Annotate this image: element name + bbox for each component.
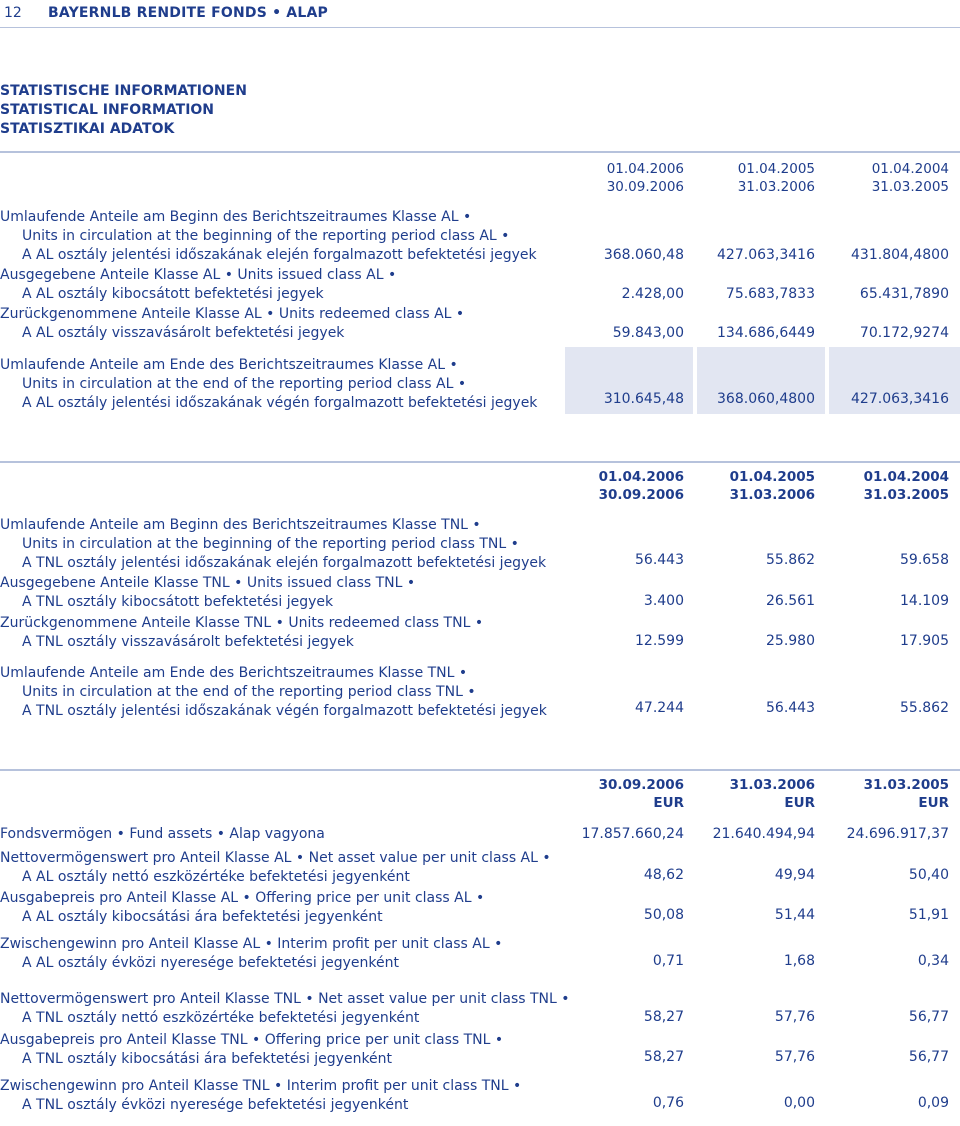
table-tnl-row-1-col2: 55.862 bbox=[766, 552, 815, 568]
table-assets-row-1-col3: 24.696.917,37 bbox=[846, 826, 949, 842]
table-al-row-2-label: Ausgegebene Anteile Klasse AL • Units issued class AL • A AL osztály kibocsátott befektetési jegyek bbox=[0, 267, 397, 302]
table-assets-row-1-col1: 17.857.660,24 bbox=[581, 826, 684, 842]
table-assets-row-4-col3: 0,34 bbox=[917, 953, 949, 969]
section-title bbox=[0, 82, 247, 139]
table-al-row-3-col2: 134.686,6449 bbox=[717, 325, 815, 341]
table-assets-row-7-col2: 0,00 bbox=[783, 1095, 815, 1111]
table-al-row-4-col2: 368.060,4800 bbox=[717, 391, 815, 407]
table-tnl-row-2-col1: 3.400 bbox=[643, 593, 684, 609]
table-tnl-row-3-col2: 25.980 bbox=[766, 633, 815, 649]
table-assets-row-1-col2: 21.640.494,94 bbox=[712, 826, 815, 842]
section-title-de: STATISTISCHE INFORMATIONEN bbox=[0, 83, 247, 99]
table-assets-row-2-col2: 49,94 bbox=[774, 867, 815, 883]
table-al-row-3-label: Zurückgenommene Anteile Klasse AL • Units redeemed class AL • A AL osztály visszavásárolt befektetési jegyek bbox=[0, 306, 465, 341]
table-assets-row-3-label: Ausgabepreis pro Anteil Klasse AL • Offering price per unit class AL • A AL osztály kibocsátási ára befektetési jegyenként bbox=[0, 890, 485, 925]
table-tnl-row-3-col1: 12.599 bbox=[635, 633, 684, 649]
table-assets-row-4-col2: 1,68 bbox=[783, 953, 815, 969]
table-al-row-4-col1: 310.645,48 bbox=[603, 391, 684, 407]
page-header bbox=[0, 0, 960, 28]
table-assets-top-rule bbox=[0, 769, 960, 771]
table-assets-row-2-col1: 48,62 bbox=[643, 867, 684, 883]
table-assets-col1-header: 30.09.2006 EUR bbox=[598, 777, 684, 811]
table-assets-row-6-col3: 56,77 bbox=[908, 1049, 949, 1065]
table-tnl-row-4-label: Umlaufende Anteile am Ende des Berichtszeitraumes Klasse TNL • Units in circulation at the end of the reporting period class TNL • A TNL osztály jelentési időszakának végén forgalmazott befektetési jegyek bbox=[0, 665, 547, 719]
table-al-row-4-col3: 427.063,3416 bbox=[851, 391, 949, 407]
table-assets-row-5-col2: 57,76 bbox=[774, 1009, 815, 1025]
table-assets-row-4-label: Zwischengewinn pro Anteil Klasse AL • Interim profit per unit class AL • A AL osztály évközi nyeresége befektetési jegyenként bbox=[0, 936, 503, 971]
table-assets-row-6-col2: 57,76 bbox=[774, 1049, 815, 1065]
table-tnl-row-2-col3: 14.109 bbox=[900, 593, 949, 609]
table-assets-row-1-label: Fondsvermögen • Fund assets • Alap vagyona bbox=[0, 826, 325, 842]
table-assets-row-4-col1: 0,71 bbox=[652, 953, 684, 969]
table-al-col2-header: 01.04.2005 31.03.2006 bbox=[737, 161, 815, 195]
table-tnl-row-1-col1: 56.443 bbox=[635, 552, 684, 568]
table-assets-row-3-col1: 50,08 bbox=[643, 907, 684, 923]
table-assets-row-6-label: Ausgabepreis pro Anteil Klasse TNL • Offering price per unit class TNL • A TNL osztály kibocsátási ára befektetési jegyenként bbox=[0, 1032, 504, 1067]
table-tnl-row-4-col2: 56.443 bbox=[766, 700, 815, 716]
table-al-row-2-col3: 65.431,7890 bbox=[859, 286, 949, 302]
table-assets-row-3-col2: 51,44 bbox=[774, 907, 815, 923]
table-assets-row-7-col3: 0,09 bbox=[917, 1095, 949, 1111]
table-al-top-rule bbox=[0, 151, 960, 153]
table-assets-row-7-label: Zwischengewinn pro Anteil Klasse TNL • Interim profit per unit class TNL • A TNL osztály évközi nyeresége befektetési jegyenként bbox=[0, 1078, 522, 1113]
table-tnl-row-4-col3: 55.862 bbox=[900, 700, 949, 716]
table-al-row-4-label: Umlaufende Anteile am Ende des Berichtszeitraumes Klasse AL • Units in circulation at the end of the reporting period class AL • A AL osztály jelentési időszakának végén forgalmazott befektetési jegyek bbox=[0, 357, 538, 411]
table-al-col3-header: 01.04.2004 31.03.2005 bbox=[871, 161, 949, 195]
table-al-row-1-col2: 427.063,3416 bbox=[717, 247, 815, 263]
table-tnl-row-3-col3: 17.905 bbox=[900, 633, 949, 649]
table-assets-row-2-label: Nettovermögenswert pro Anteil Klasse AL • Net asset value per unit class AL • A AL osztály nettó eszközértéke befektetési jegyenként bbox=[0, 850, 551, 885]
table-assets-row-5-label: Nettovermögenswert pro Anteil Klasse TNL • Net asset value per unit class TNL • A TNL osztály nettó eszközértéke befektetési jegyenként bbox=[0, 991, 570, 1026]
page-number: 12 bbox=[4, 5, 22, 21]
table-al-row-1-label: Umlaufende Anteile am Beginn des Berichtszeitraumes Klasse AL • Units in circulation at the beginning of the reporting period class AL • A AL osztály jelentési időszakának elején forgalmazott befektetési jegyek bbox=[0, 209, 537, 263]
table-al-row-3-col3: 70.172,9274 bbox=[859, 325, 949, 341]
table-tnl-col3-header: 01.04.2004 31.03.2005 bbox=[863, 469, 949, 503]
section-title-hu: STATISZTIKAI ADATOK bbox=[0, 121, 175, 137]
table-assets-row-7-col1: 0,76 bbox=[652, 1095, 684, 1111]
section-title-en: STATISTICAL INFORMATION bbox=[0, 102, 215, 118]
table-tnl-row-3-label: Zurückgenommene Anteile Klasse TNL • Units redeemed class TNL • A TNL osztály visszavásárolt befektetési jegyek bbox=[0, 615, 484, 650]
table-tnl-top-rule bbox=[0, 461, 960, 463]
table-tnl-col1-header: 01.04.2006 30.09.2006 bbox=[598, 469, 684, 503]
table-assets-row-2-col3: 50,40 bbox=[908, 867, 949, 883]
table-tnl-col2-header: 01.04.2005 31.03.2006 bbox=[729, 469, 815, 503]
table-assets-col2-header: 31.03.2006 EUR bbox=[729, 777, 815, 811]
table-al-col1-header: 01.04.2006 30.09.2006 bbox=[606, 161, 684, 195]
table-al-row-3-col1: 59.843,00 bbox=[612, 325, 684, 341]
table-assets-row-3-col3: 51,91 bbox=[908, 907, 949, 923]
document-title: BAYERNLB RENDITE FONDS • ALAP bbox=[48, 5, 328, 21]
table-assets-row-6-col1: 58,27 bbox=[643, 1049, 684, 1065]
table-al-row-1-col1: 368.060,48 bbox=[603, 247, 684, 263]
table-assets-row-5-col1: 58,27 bbox=[643, 1009, 684, 1025]
table-al-row-2-col1: 2.428,00 bbox=[621, 286, 684, 302]
table-assets-row-5-col3: 56,77 bbox=[908, 1009, 949, 1025]
table-tnl-row-1-col3: 59.658 bbox=[900, 552, 949, 568]
table-tnl-row-4-col1: 47.244 bbox=[635, 700, 684, 716]
table-tnl-row-2-label: Ausgegebene Anteile Klasse TNL • Units issued class TNL • A TNL osztály kibocsátott befektetési jegyek bbox=[0, 575, 416, 610]
table-tnl-row-1-label: Umlaufende Anteile am Beginn des Berichtszeitraumes Klasse TNL • Units in circulation at the beginning of the reporting period class TNL • A TNL osztály jelentési időszakának elején forgalmazott befektetési jegyek bbox=[0, 517, 547, 571]
table-al-row-2-col2: 75.683,7833 bbox=[725, 286, 815, 302]
table-al-row-1-col3: 431.804,4800 bbox=[851, 247, 949, 263]
table-tnl-row-2-col2: 26.561 bbox=[766, 593, 815, 609]
table-assets-col3-header: 31.03.2005 EUR bbox=[863, 777, 949, 811]
